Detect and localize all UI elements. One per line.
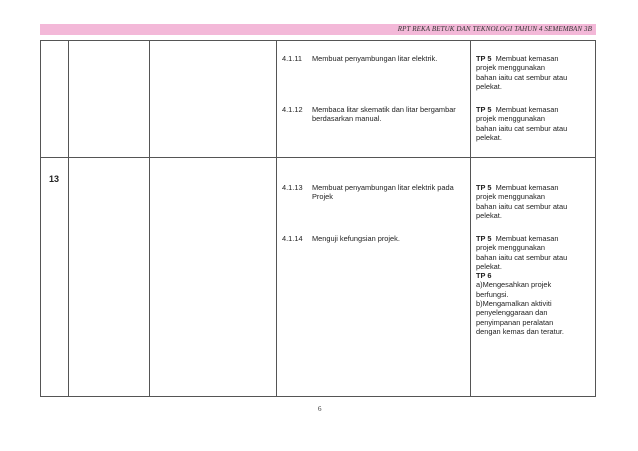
column-divider — [68, 41, 69, 396]
tp-line: pelekat. — [476, 81, 502, 91]
column-divider — [276, 41, 277, 396]
document-header-title: RPT REKA BETUK DAN TEKNOLOGI TAHUN 4 SEMEMBAN 3B — [397, 25, 592, 33]
tp-line: pelekat. — [476, 210, 502, 220]
tp-line: Membuat kemasan — [495, 183, 559, 192]
performance-level — [476, 183, 596, 220]
tp-line: Membuat kemasan — [495, 105, 559, 114]
scheme-table — [40, 40, 596, 397]
tp-label: TP 6 — [476, 271, 492, 281]
page-number: 6 — [318, 405, 322, 413]
tp-label: TP 5 — [476, 234, 492, 243]
standard-code: 4.1.12 — [282, 105, 303, 114]
tp-line: penyimpanan peralatan — [476, 317, 554, 327]
standard-description: Menguji kefungsian projek. — [312, 234, 400, 243]
tp-line: penyelenggaraan dan — [476, 308, 548, 318]
standard-description: Membuat penyambungan litar elektrik pada Projek — [312, 183, 454, 202]
tp-line: a)Mengesahkan projek — [476, 280, 552, 290]
standard-code: 4.1.14 — [282, 234, 303, 243]
row-divider — [41, 157, 595, 158]
tp-line: dengan kemas dan teratur. — [476, 326, 564, 336]
tp-line: projek menggunakan — [476, 114, 546, 124]
tp-line: Membuat kemasan — [495, 54, 559, 63]
tp-label: TP 5 — [476, 54, 492, 63]
standard-description: Membaca litar skematik dan litar bergambar berdasarkan manual. — [312, 105, 456, 124]
tp-line: berfungsi. — [476, 289, 509, 299]
standard-description: Membuat penyambungan litar elektrik. — [312, 54, 438, 63]
column-divider — [470, 41, 471, 396]
tp-line: Membuat kemasan — [495, 234, 559, 243]
tp-line: projek menggunakan — [476, 63, 546, 73]
tp-line: b)Mengamalkan aktiviti — [476, 299, 552, 309]
tp-line: bahan iaitu cat sembur atau — [476, 252, 568, 262]
tp-line: projek menggunakan — [476, 192, 546, 202]
tp-label: TP 5 — [476, 183, 492, 192]
tp-line: bahan iaitu cat sembur atau — [476, 72, 568, 82]
week-number: 13 — [49, 174, 60, 184]
tp-line: pelekat. — [476, 261, 502, 271]
column-divider — [149, 41, 150, 396]
tp-label: TP 5 — [476, 105, 492, 114]
tp-line: pelekat. — [476, 132, 502, 142]
performance-level — [476, 234, 596, 336]
tp-line: bahan iaitu cat sembur atau — [476, 123, 568, 133]
performance-level — [476, 54, 596, 91]
performance-level — [476, 105, 596, 142]
standard-code: 4.1.13 — [282, 183, 303, 192]
tp-line: bahan iaitu cat sembur atau — [476, 201, 568, 211]
tp-line: projek menggunakan — [476, 243, 546, 253]
standard-code: 4.1.11 — [282, 54, 302, 63]
